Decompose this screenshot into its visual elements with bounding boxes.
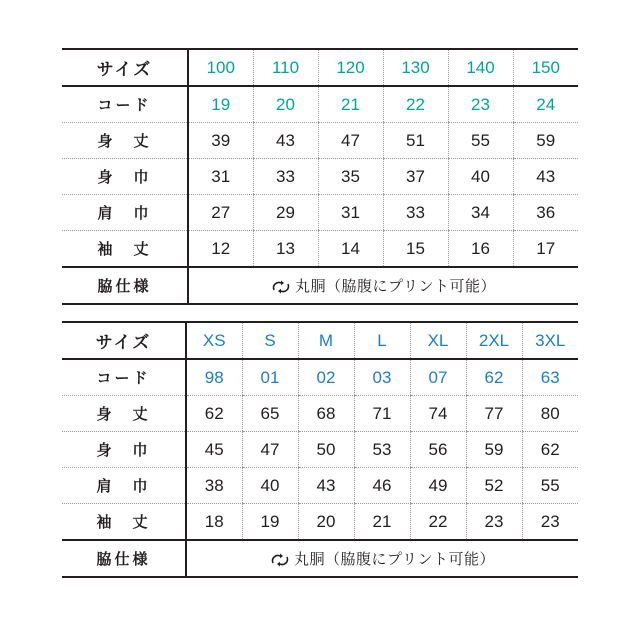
table-header-row — [62, 322, 578, 359]
row-label-body-width: 身 巾 — [62, 432, 186, 468]
cell-code-s: 01 — [242, 359, 298, 396]
cell-body-width-110: 33 — [253, 159, 318, 195]
cell-sleeve-length-100: 12 — [188, 231, 253, 268]
cell-shoulder-width-150: 36 — [513, 195, 578, 231]
cell-body-width-m: 50 — [298, 432, 354, 468]
cell-body-length-140: 55 — [448, 123, 513, 159]
row-label-body-width: 身 巾 — [62, 159, 188, 195]
cell-body-length-s: 65 — [242, 396, 298, 432]
header-size-100: 100 — [188, 49, 253, 86]
cell-body-length-110: 43 — [253, 123, 318, 159]
side-spec-value — [186, 540, 578, 577]
cell-body-width-xs: 45 — [186, 432, 242, 468]
kids-size-table — [62, 48, 578, 305]
cell-body-width-s: 47 — [242, 432, 298, 468]
cell-shoulder-width-140: 34 — [448, 195, 513, 231]
row-label-code: コード — [62, 359, 186, 396]
cell-code-m: 02 — [298, 359, 354, 396]
cell-sleeve-length-130: 15 — [383, 231, 448, 268]
cell-body-width-130: 37 — [383, 159, 448, 195]
header-size-2xl: 2XL — [466, 322, 522, 359]
cell-body-width-2xl: 59 — [466, 432, 522, 468]
cell-body-length-xl: 74 — [410, 396, 466, 432]
cell-code-130: 22 — [383, 86, 448, 123]
table-row — [62, 231, 578, 268]
cell-body-width-140: 40 — [448, 159, 513, 195]
row-label-sleeve-length: 袖 丈 — [62, 504, 186, 541]
cell-code-xs: 98 — [186, 359, 242, 396]
table-row — [62, 432, 578, 468]
table-row — [62, 396, 578, 432]
cell-sleeve-length-140: 16 — [448, 231, 513, 268]
header-size-label: サイズ — [62, 49, 188, 86]
cell-shoulder-width-3xl: 55 — [522, 468, 578, 504]
cell-body-length-xs: 62 — [186, 396, 242, 432]
cell-sleeve-length-m: 20 — [298, 504, 354, 541]
header-size-label: サイズ — [62, 322, 186, 359]
cell-sleeve-length-s: 19 — [242, 504, 298, 541]
cell-code-110: 20 — [253, 86, 318, 123]
header-size-xl: XL — [410, 322, 466, 359]
row-label-side-spec: 脇仕様 — [62, 267, 188, 304]
side-spec-text: 丸胴（脇腹にプリント可能） — [295, 278, 496, 295]
cell-code-xl: 07 — [410, 359, 466, 396]
header-size-m: M — [298, 322, 354, 359]
cell-body-length-100: 39 — [188, 123, 253, 159]
header-size-150: 150 — [513, 49, 578, 86]
cell-shoulder-width-xl: 49 — [410, 468, 466, 504]
header-size-l: L — [354, 322, 410, 359]
cell-body-length-3xl: 80 — [522, 396, 578, 432]
cell-sleeve-length-150: 17 — [513, 231, 578, 268]
cell-body-length-120: 47 — [318, 123, 383, 159]
loop-arrow-icon — [271, 279, 291, 295]
cell-shoulder-width-100: 27 — [188, 195, 253, 231]
cell-code-150: 24 — [513, 86, 578, 123]
cell-body-width-120: 35 — [318, 159, 383, 195]
row-label-sleeve-length: 袖 丈 — [62, 231, 188, 268]
cell-body-width-3xl: 62 — [522, 432, 578, 468]
row-label-body-length: 身 丈 — [62, 123, 188, 159]
side-spec-row — [62, 267, 578, 304]
cell-shoulder-width-xs: 38 — [186, 468, 242, 504]
side-spec-text: 丸胴（脇腹にプリント可能） — [294, 551, 495, 568]
cell-code-120: 21 — [318, 86, 383, 123]
cell-code-100: 19 — [188, 86, 253, 123]
cell-body-length-130: 51 — [383, 123, 448, 159]
row-label-shoulder-width: 肩 巾 — [62, 195, 188, 231]
cell-body-width-xl: 56 — [410, 432, 466, 468]
cell-sleeve-length-120: 14 — [318, 231, 383, 268]
cell-shoulder-width-120: 31 — [318, 195, 383, 231]
cell-sleeve-length-110: 13 — [253, 231, 318, 268]
loop-arrow-icon — [270, 552, 290, 568]
header-size-110: 110 — [253, 49, 318, 86]
table-header-row — [62, 49, 578, 86]
table-row — [62, 123, 578, 159]
cell-code-l: 03 — [354, 359, 410, 396]
cell-body-width-150: 43 — [513, 159, 578, 195]
row-label-shoulder-width: 肩 巾 — [62, 468, 186, 504]
table-row — [62, 195, 578, 231]
cell-body-width-100: 31 — [188, 159, 253, 195]
header-size-xs: XS — [186, 322, 242, 359]
side-spec-value — [188, 267, 578, 304]
cell-shoulder-width-m: 43 — [298, 468, 354, 504]
cell-shoulder-width-130: 33 — [383, 195, 448, 231]
table-row — [62, 86, 578, 123]
cell-body-length-m: 68 — [298, 396, 354, 432]
cell-shoulder-width-s: 40 — [242, 468, 298, 504]
header-size-3xl: 3XL — [522, 322, 578, 359]
row-label-side-spec: 脇仕様 — [62, 540, 186, 577]
cell-sleeve-length-xs: 18 — [186, 504, 242, 541]
cell-shoulder-width-l: 46 — [354, 468, 410, 504]
cell-body-length-l: 71 — [354, 396, 410, 432]
table-row — [62, 359, 578, 396]
header-size-140: 140 — [448, 49, 513, 86]
cell-sleeve-length-xl: 22 — [410, 504, 466, 541]
cell-sleeve-length-3xl: 23 — [522, 504, 578, 541]
table-row — [62, 159, 578, 195]
header-size-130: 130 — [383, 49, 448, 86]
side-spec-row — [62, 540, 578, 577]
table-row — [62, 504, 578, 541]
cell-body-length-2xl: 77 — [466, 396, 522, 432]
header-size-s: S — [242, 322, 298, 359]
cell-code-140: 23 — [448, 86, 513, 123]
adult-size-table — [62, 321, 578, 578]
cell-code-3xl: 63 — [522, 359, 578, 396]
table-row — [62, 468, 578, 504]
cell-sleeve-length-l: 21 — [354, 504, 410, 541]
cell-shoulder-width-110: 29 — [253, 195, 318, 231]
row-label-body-length: 身 丈 — [62, 396, 186, 432]
cell-sleeve-length-2xl: 23 — [466, 504, 522, 541]
row-label-code: コード — [62, 86, 188, 123]
cell-body-length-150: 59 — [513, 123, 578, 159]
cell-body-width-l: 53 — [354, 432, 410, 468]
cell-shoulder-width-2xl: 52 — [466, 468, 522, 504]
cell-code-2xl: 62 — [466, 359, 522, 396]
header-size-120: 120 — [318, 49, 383, 86]
